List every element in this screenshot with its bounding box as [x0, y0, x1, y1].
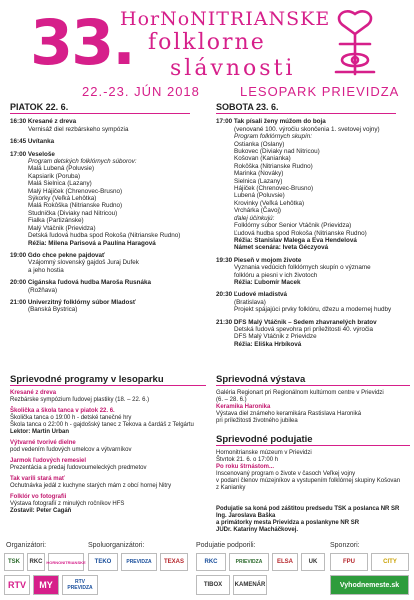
friday-event: 16:45 Uvítanka [10, 138, 55, 146]
sponsor-logo: TIBOX [196, 575, 230, 595]
sponsor-logo: ELSA [272, 553, 298, 571]
sponsor-logo: RKC [27, 553, 45, 571]
friday-event: 17:00 Veseloše Program detských folklórnych súborov: Malá Lubená (Poluvsie) Kapsiarik (Poruba) Malá Sielnica (Lazany) Malý Hájiček (Chrenovec-Brusno) Sýkorky (Veľká Lehôtka) Malá Rokôška (Nitrianske Rudno) Studnička (Diviaky nad Nitricou) Fialka (Partizánske) Malý Vtáčnik (Prievidza) Detská ľudová hudba spod Rokoša (Nitrianske Rudno) Réžia: Milena Parisová a Paulína Haragová [10, 150, 181, 247]
festival-emblem-icon [326, 8, 384, 80]
saturday-program [216, 104, 410, 353]
sponsor-logo: PREVIDZA [121, 553, 157, 571]
side-program-block: Výtvarné tvorivé dielne pod vedením ľudových umelcov a výtvarníkov [10, 440, 132, 453]
divider [216, 445, 410, 446]
saturday-event: 19:30 Pieseň v mojom živote Vyznania vedúcich folklórnych skupín o význame folklóru a piesni v ich životoch Réžia: Ľubomír Macek [216, 256, 371, 286]
side-program-block: Kresané z dreva Rezbárske sympózium ľudovej plastiky (18. – 22. 6.) [10, 390, 150, 403]
sponsor-logo: RKC [196, 553, 226, 571]
sponsor-logo: Vyhodnemeste.sk [330, 575, 409, 595]
saturday-event: 21:30 DFS Malý Vtáčnik – Sedem zhavranelých bratov Detská ľudová spevohra pri príležitosti 40. výročia DFS Malý Vtáčnik z Prievidze Réžia: Eliška Hrbíková [216, 318, 377, 348]
side-program-block: Folklór vo fotografii Výstava fotografií z minulých ročníkov HFS Zostavil: Peter Cagáň [10, 494, 125, 514]
friday-event: 21:00 Univerzitný folklórny súbor Mladosť (Banská Bystrica) [10, 298, 136, 314]
sponsor-logo: RTV PREVIDZA [62, 575, 98, 595]
title-line-3: slávnosti [170, 56, 296, 81]
sponsor-logo: FPU [330, 553, 368, 571]
divider [10, 385, 206, 386]
patronage-note: Podujatie sa koná pod záštitou predsedu TSK a poslanca NR SR Ing. Jaroslava Baška a primátorky mesta Prievidza a poslankyne NR SR JUDr. Kataríny Macháčkovej. [216, 506, 400, 533]
sponsor-logo: TEXAS [160, 553, 188, 571]
title-line-2: folklorne [148, 30, 266, 55]
friday-program [10, 104, 210, 319]
exhibition-heading: Sprievodná výstava [216, 374, 306, 385]
sponsor-logo: RTV [4, 575, 30, 595]
festival-venue: LESOPARK PRIEVIDZA [240, 84, 400, 99]
sponsor-logo: UK [301, 553, 325, 571]
divider [216, 385, 410, 386]
sponsor-logo: KAMENÁR [233, 575, 267, 595]
sponsors-label: Sponzori: [330, 542, 360, 549]
sponsor-logo: TSK [4, 553, 24, 571]
side-program-block: Tak varili stará mať Ochutnávka jedál z kuchyne starých mám z obcí hornej Nitry [10, 476, 172, 489]
saturday-event: 17:00 Tak písali ženy múžom do boja (venované 100. výročiu skončenia 1. svetovej vojny) Program folklórnych skupín: Ostianka (Oslany) Bukovec (Diviaky nad Nitricou) Košovan (Kanianka) Rokôška (Nitrianske Rudno) Marinka (Nováky) Sielnica (Lazany) Hájiček (Chrenovec-Brusno) Lubená (Poluvsie) Krovinky (Veľká Lehôtka) Vrchárka (Čavoj) ďalej účinkujú: Folklórny súbor Senior Vtáčnik (Prievidza) Ľudová hudba spod Rokoša (Nitrianske Rudno) Réžia: Stanislav Malega a Eva Hendelová Námet scenára: Iveta Géczyová [216, 118, 380, 252]
saturday-title: SOBOTA 23. 6. [216, 102, 279, 112]
festival-header [0, 0, 414, 100]
sponsors-strip [0, 540, 414, 600]
divider [216, 113, 396, 114]
exhibition-section: Sprievodná výstava Galéria Regionart pri Regionálnom kultúrnom centre v Prievidzi (6. – 28. 6.) Keramika Haronika Výstava diel známeho keramikára Rastislava Haroniká pri príležitosti životného jubilea [216, 376, 410, 425]
sponsor-logo: HORNONITRIANSKE [48, 553, 84, 571]
edition-number: 33. [30, 6, 134, 79]
friday-event: 20:00 Cigánska ľudová hudba Maroša Rusnáka (Rožňava) [10, 279, 152, 294]
title-line-1: HorNoNITRIANSKE [120, 8, 331, 30]
sponsor-logo: CITY [371, 553, 409, 571]
side-program-block: Školička a škola tanca v piatok 22. 6. Školička tanca o 19:00 h - detské tanečné hry Škola tanca o 22:00 h - gajdošský tanec z Tekova a čardáš z Telgártu Lektor: Martin Urban [10, 408, 194, 435]
sponsor-logo: MY [33, 575, 59, 595]
co-organizers-label: Spoluorganizátori: [88, 542, 145, 549]
divider [10, 113, 190, 114]
festival-dates: 22.-23. JÚN 2018 [82, 84, 200, 99]
side-programs-heading: Sprievodné programy v lesoparku [10, 374, 164, 385]
side-programs [10, 376, 206, 519]
side-program-block: Jarmok ľudových remesiel Prezentácia a predaj ľudovoumeleckých predmetov [10, 458, 147, 471]
supporters-label: Podujatie podporili: [196, 542, 256, 549]
organizers-label: Organizátori: [6, 542, 47, 549]
sponsor-logo: TEKO [88, 553, 118, 571]
side-event-heading: Sprievodné podujatie [216, 434, 313, 445]
saturday-event: 20:30 Ľudové mladistvá (Bratislava) Projekt spájajúci prvky folklóru, džezu a modernej hudby [216, 291, 392, 314]
friday-event: 19:00 Gdo chce pekne pajdovať Vzájomný slovenský gajdoš Juraj Dufek a jeho hostia [10, 251, 139, 274]
sponsor-logo: PRIEVIDZA [229, 553, 269, 571]
friday-title: PIATOK 22. 6. [10, 102, 69, 112]
friday-event: 16:30 Kresané z dreva Vernisáž diel rezbárskeho sympózia [10, 118, 129, 133]
side-event-section: Sprievodné podujatie Hornonitrianske múzeum v Prievidzi Štvrtok 21. 6. o 17:00 h Po roku štrnástom... Inscenovaný program o živote v časoch Veľkej vojny v podaní členov múzejníkov a vystupením folklórnej skupiny Košovan z Kanianky [216, 436, 410, 492]
